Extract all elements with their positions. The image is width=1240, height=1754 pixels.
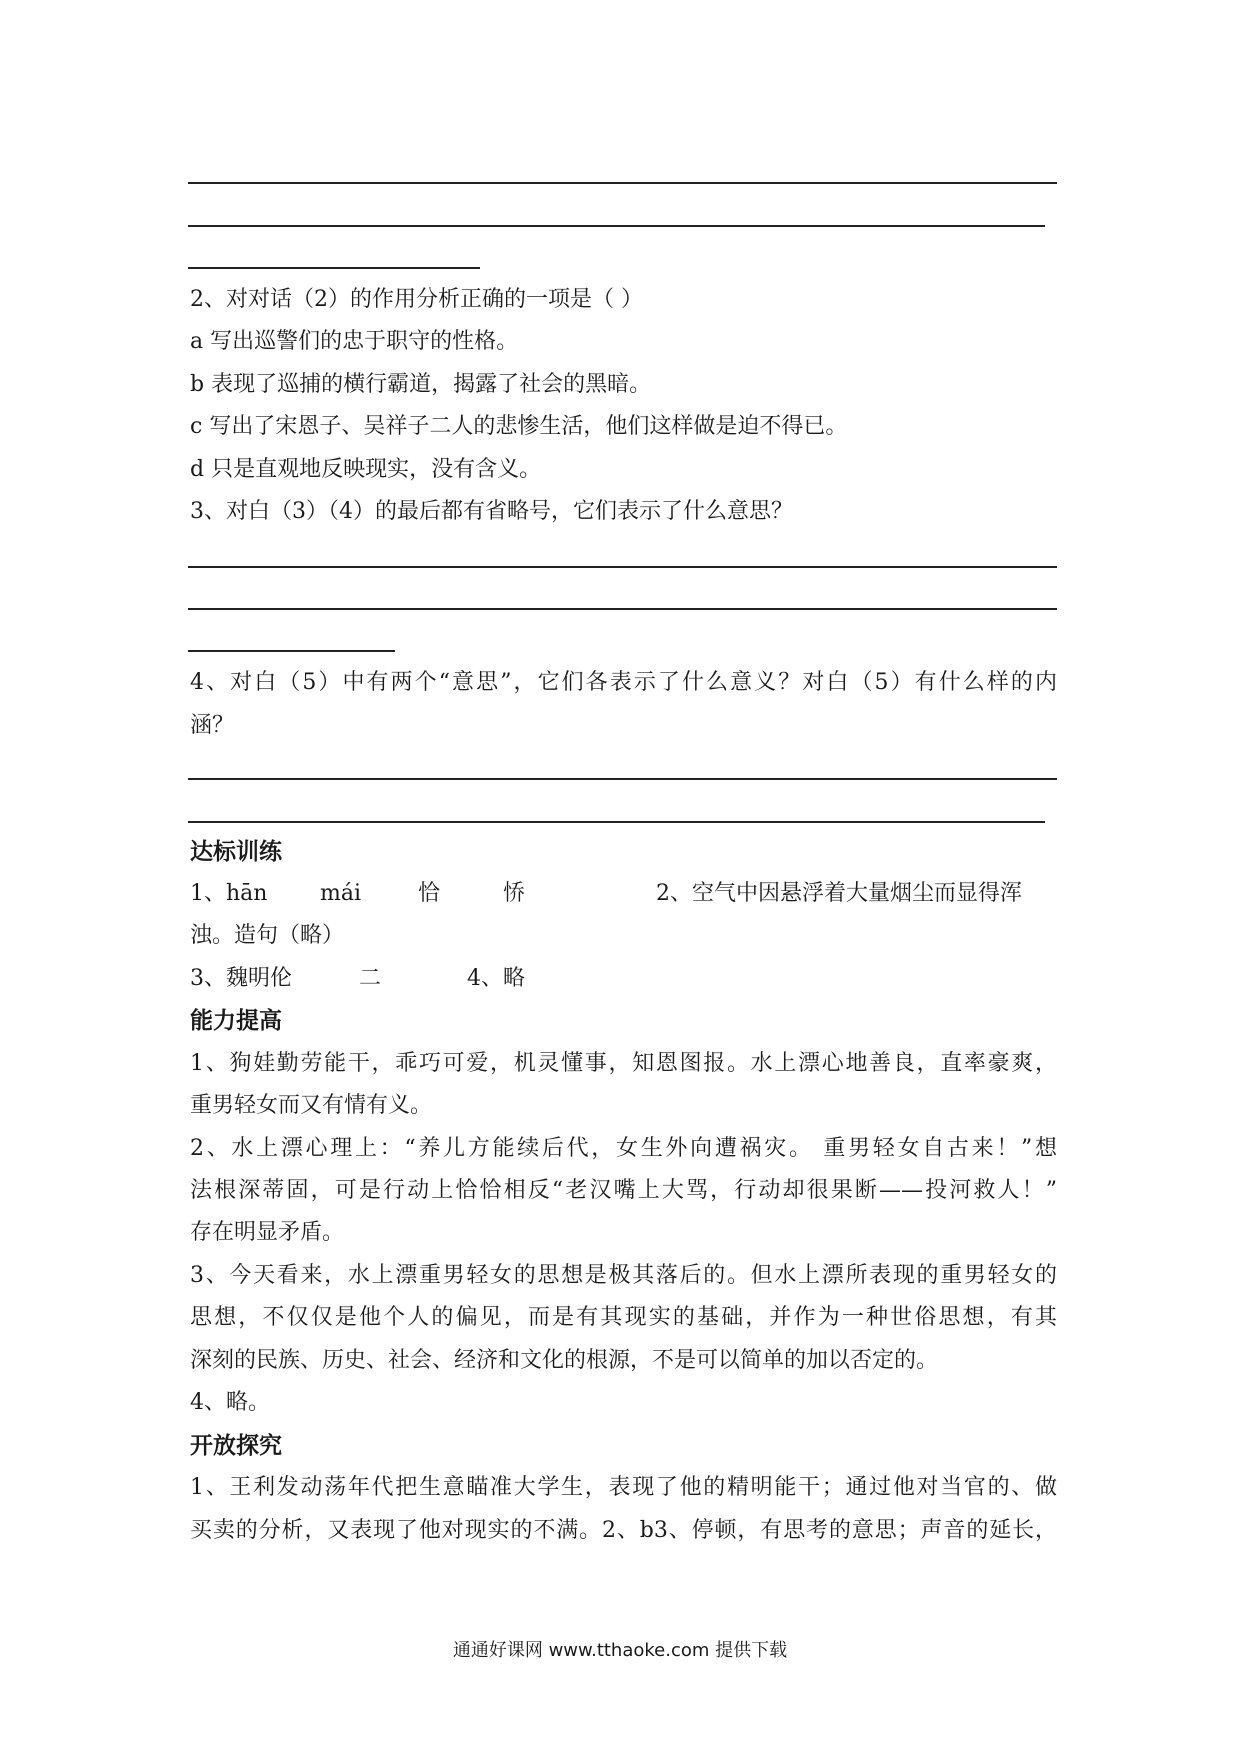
question-3-prompt: 3、对白（3）（4）的最后都有省略号，它们表示了什么意思？ bbox=[190, 499, 793, 524]
answer-2: 2、空气中因悬浮着大量烟尘而显得浑 bbox=[656, 881, 1022, 906]
answer-3-b: 二 bbox=[359, 966, 382, 991]
paragraph-line: 1、狗娃勤劳能干，乖巧可爱，机灵懂事，知恩图报。水上漂心地善良，直率豪爽， bbox=[190, 1051, 1057, 1076]
section-title-nengli: 能力提高 bbox=[190, 1008, 282, 1034]
section-title-kaifang: 开放探究 bbox=[190, 1433, 282, 1459]
question-4-line-2: 涵？ bbox=[190, 713, 235, 738]
page-footer: 通通好课网 www.tthaoke.com 提供下载 bbox=[452, 1640, 788, 1661]
answer-line bbox=[188, 182, 1057, 184]
question-2-option-c: c 写出了宋恩子、吴祥子二人的悲惨生活，他们这样做是迫不得已。 bbox=[190, 414, 848, 439]
paragraph-line: 思想，不仅仅是他个人的偏见，而是有其现实的基础，并作为一种世俗思想，有其 bbox=[190, 1305, 1057, 1330]
paragraph-line: 买卖的分析，又表现了他对现实的不满。2、b3、停顿，有思考的意思；声音的延长， bbox=[190, 1518, 1057, 1543]
question-2-option-d: d 只是直观地反映现实，没有含义。 bbox=[190, 457, 542, 482]
question-2-option-b: b 表现了巡捕的横行霸道，揭露了社会的黑暗。 bbox=[190, 372, 652, 397]
paragraph-line: 3、今天看来，水上漂重男轻女的思想是极其落后的。但水上漂所表现的重男轻女的 bbox=[190, 1263, 1057, 1288]
answer-4: 4、略 bbox=[467, 966, 525, 991]
answer-line bbox=[188, 566, 1057, 568]
answer-1-d: 㤭 bbox=[503, 881, 526, 906]
answer-2-cont: 浊。造句（略） bbox=[190, 923, 345, 948]
answer-line bbox=[188, 778, 1057, 780]
answer-line bbox=[188, 267, 480, 269]
question-2-prompt: 2、对对话（2）的作用分析正确的一项是（ ） bbox=[190, 287, 643, 312]
answer-line bbox=[188, 650, 395, 652]
answer-1-num: 1、hān bbox=[190, 881, 268, 906]
answer-1-b: mái bbox=[320, 881, 362, 906]
answer-1-c: 恰 bbox=[418, 881, 441, 906]
answer-3: 3、魏明伦 bbox=[190, 966, 292, 991]
answer-line bbox=[188, 608, 1057, 610]
question-4-line-1: 4、对白（5）中有两个“意思”，它们各表示了什么意义？对白（5）有什么样的内 bbox=[190, 670, 1057, 695]
paragraph-line: 4、略。 bbox=[190, 1390, 270, 1415]
paragraph-line: 存在明显矛盾。 bbox=[190, 1220, 345, 1245]
paragraph-line: 2、水上漂心理上：“养儿方能续后代，女生外向遭祸灾。 重男轻女自古来！”想 bbox=[190, 1136, 1057, 1161]
answer-line bbox=[188, 225, 1045, 227]
section-title-dabiao: 达标训练 bbox=[190, 839, 282, 865]
question-2-option-a: a 写出巡警们的忠于职守的性格。 bbox=[190, 329, 519, 354]
paragraph-line: 1、王利发动荡年代把生意瞄准大学生，表现了他的精明能干；通过他对当官的、做 bbox=[190, 1475, 1057, 1500]
paragraph-line: 深刻的民族、历史、社会、经济和文化的根源，不是可以简单的加以否定的。 bbox=[190, 1348, 939, 1373]
answer-line bbox=[188, 821, 1045, 823]
paragraph-line: 重男轻女而又有情有义。 bbox=[190, 1093, 433, 1118]
paragraph-line: 法根深蒂固，可是行动上恰恰相反“老汉嘴上大骂，行动却很果断——投河救人！” bbox=[190, 1178, 1057, 1203]
